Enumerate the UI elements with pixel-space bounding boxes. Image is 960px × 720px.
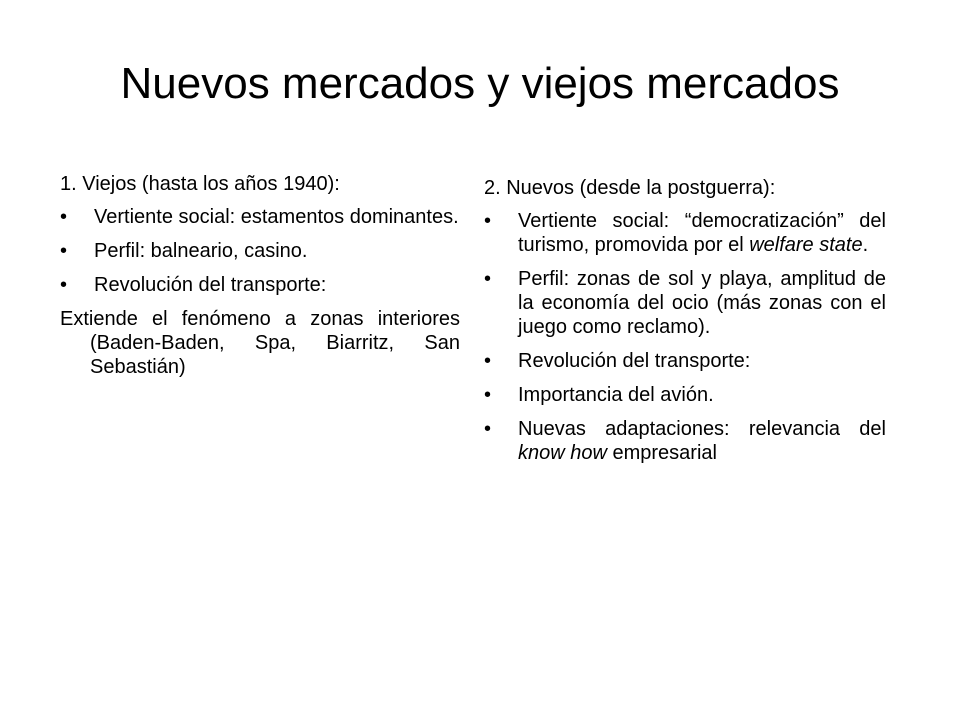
slide-title: Nuevos mercados y viejos mercados: [120, 59, 840, 108]
right-bullet-list: [484, 209, 886, 465]
left-paragraph: Extiende el fenómeno a zonas interiores (Baden-Baden, Spa, Biarritz, San Sebastián): [60, 308, 460, 378]
list-item: [484, 417, 886, 465]
bullet-icon: •: [60, 240, 68, 262]
bullet-icon: •: [60, 206, 68, 228]
left-bullet-list: [60, 205, 460, 297]
list-item: [60, 205, 460, 229]
list-item: [60, 273, 460, 297]
list-item: [484, 349, 886, 373]
list-item-text: Importancia del avión.: [518, 384, 714, 406]
list-item-text: Revolución del transporte:: [518, 350, 751, 372]
list-item-text: Nuevas adaptaciones: relevancia del know how empresarial: [518, 418, 886, 464]
italic-term: know how: [518, 442, 607, 464]
list-item-text: Perfil: balneario, casino.: [94, 240, 308, 262]
list-item: [484, 209, 886, 257]
bullet-icon: •: [484, 384, 492, 406]
bullet-icon: •: [484, 210, 492, 232]
list-item-text: Vertiente social: estamentos dominantes.: [94, 206, 459, 228]
list-item-text: Vertiente social: “democratización” del turismo, promovida por el welfare state.: [518, 210, 886, 256]
left-heading: 1. Viejos (hasta los años 1940):: [60, 173, 340, 195]
list-item: [484, 267, 886, 339]
bullet-icon: •: [60, 274, 68, 296]
bullet-icon: •: [484, 350, 492, 372]
bullet-icon: •: [484, 418, 492, 440]
list-item-text: Perfil: zonas de sol y playa, amplitud de la economía del ocio (más zonas con el juego como reclamo).: [518, 268, 886, 338]
right-heading: 2. Nuevos (desde la postguerra):: [484, 177, 776, 199]
list-item: [484, 383, 886, 407]
list-item-text: Revolución del transporte:: [94, 274, 327, 296]
bullet-icon: •: [484, 268, 492, 290]
list-item: [60, 239, 460, 263]
left-column: [60, 172, 460, 379]
italic-term: welfare state: [749, 234, 863, 256]
right-column: [484, 176, 886, 475]
